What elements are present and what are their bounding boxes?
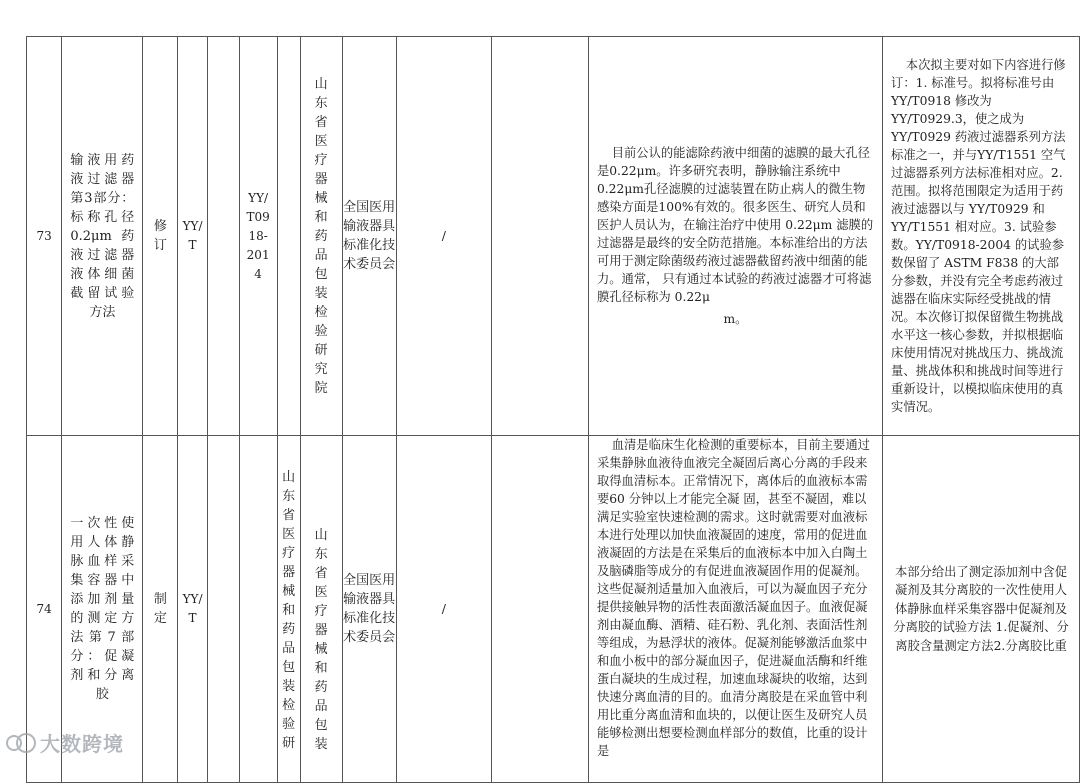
revision-plan-cell: [883, 37, 1080, 436]
purpose-text-end: m。: [723, 312, 748, 326]
table-row: [27, 37, 1080, 436]
standard-category: YY/T: [182, 219, 203, 252]
drafting-unit: 山东省医疗器械和药品包装检验研究院: [314, 76, 328, 396]
revision-plan-text: 本部分给出了测定添加剂中含促凝剂及其分离胶的一次性使用人体静脉血样采集容器中促凝剂及分离胶的试验方法 1.促凝剂、分离胶含量测定方法2.分离胶比重: [893, 564, 1069, 653]
spacer-cell: [207, 436, 239, 783]
revision-plan-cell: [883, 436, 1080, 783]
category-cell: [178, 436, 207, 783]
type-cell: [143, 37, 178, 436]
revision-plan-text: 本次拟主要对如下内容进行修订：1. 标准号。拟将标准号由YY/T0918 修改为YY/T0929.3，使之成为YY/T0929 药液过滤器系列方法标准之一，并与YY/T1551 空气过滤器系列方法标准相对应。2. 范围。拟将范围限定为适用于药液过滤器以与 YY/T0929 和YY/T1551 相对应。3. 试验参数。YY/T0918-2004 的试验参数保留了 ASTM F838 的大部分参数，并没有完全考虑药液过滤器在临床实际经受挑战的情况。本次修订拟保留微生物挑战水平这一核心参数，并拟根据临床使用情况对挑战压力、挑战流量、挑战体积和挑战时间等进行重新设计，以模拟临床使用的真实情况。: [891, 58, 1066, 414]
committee-cell: [342, 436, 396, 783]
spacer-cell: [492, 436, 589, 783]
drafting-unit-cell-2: [300, 436, 342, 783]
spacer-cell: [277, 37, 300, 436]
drafting-unit-cell: [300, 37, 342, 436]
project-type: 制定: [153, 592, 167, 626]
international-standard-cell: /: [396, 37, 492, 436]
standard-name: 一次性使用人体静脉血样采集容器中添加剂量的测定方法第7部分：促凝剂和分离胶: [70, 516, 135, 702]
spacer-cell: [492, 37, 589, 436]
standards-table: [26, 36, 1080, 783]
standard-category: YY/T: [182, 592, 203, 625]
purpose-cell: [588, 37, 882, 436]
standard-name: 输液用药液过滤器 第3部分：标称孔径0.2μm药液过滤器液体细菌截留试验方法: [70, 152, 135, 320]
purpose-text: 目前公认的能滤除药液中细菌的滤膜的最大孔径是0.22μm。许多研究表明，静脉输注系统中0.22μm孔径滤膜的过滤装置在防止病人的微生物感染方面是100%有效的。很多医生、研究人员和医护人员认为，在输注治疗中使用 0.22μm 滤膜的过滤器是最终的安全防范措施。本标准给出的方法可用于测定除菌级药液过滤器截留药液中细菌的能力。通常， 只有通过本试验的药液过滤器才可将滤膜孔径标称为 0.22μ: [596, 146, 874, 304]
drafting-unit-secondary: 山东省医疗器械和药品包装: [314, 528, 328, 752]
international-standard-cell: /: [396, 436, 492, 783]
table-row: [27, 436, 1080, 783]
row-number: 74: [27, 436, 62, 783]
category-cell: [178, 37, 207, 436]
spacer-cell: [207, 37, 239, 436]
type-cell: [143, 436, 178, 783]
replaced-standard-cell: [239, 37, 277, 436]
watermark: [6, 728, 124, 756]
purpose-cell: [588, 436, 882, 783]
committee-cell: [342, 37, 396, 436]
committee: 全国医用输液器具标准化技术委员会: [343, 200, 396, 272]
replaced-standard-cell: [239, 436, 277, 783]
committee: 全国医用输液器具标准化技术委员会: [343, 573, 396, 645]
standard-name-cell: [62, 37, 143, 436]
drafting-unit-cell: [277, 436, 300, 783]
project-type: 修订: [153, 219, 167, 253]
row-number: 73: [27, 37, 62, 436]
replaced-standard: YY/T0918-2014: [246, 190, 270, 281]
drafting-unit: 山东省医疗器械和药品包装检验研: [282, 470, 296, 751]
watermark-logo-icon: [6, 731, 36, 753]
purpose-text: 血清是临床生化检测的重要标本，目前主要通过采集静脉血液待血液完全凝固后离心分离的手段来取得血清标本。正常情况下，离体后的血液标本需要60 分钟以上才能完全凝 固，甚至不凝固，难以满足实验室快速检测的需求。这时就需要对血液标本进行处理以加快血液凝固的速度，常用的促进血液凝固的方法是在采集后的血液标本中加入白陶土及脑磷脂等成分的有促进血液凝固作用的促凝剂。这些促凝剂适量加入血液后，可以为凝血因子充分提供接触异物的活性表面激活凝血因子。血液促凝剂由凝血酶、酒精、硅石粉、乳化剂、表面活性剂等组成，为悬浮状的液体。促凝剂能够激活血浆中和血小板中的部分凝血因子，促进凝血活酶和纤维蛋白凝块的生成过程，加速血球凝块的收缩，达到快速分离血清的目的。血清分离胶是在采血管中利用比重分离血清和血块的，以便让医生及研究人员能够检测出想要检测血样部分的数值，比重的设计是: [596, 438, 870, 758]
watermark-text: 大数跨境: [40, 731, 124, 756]
